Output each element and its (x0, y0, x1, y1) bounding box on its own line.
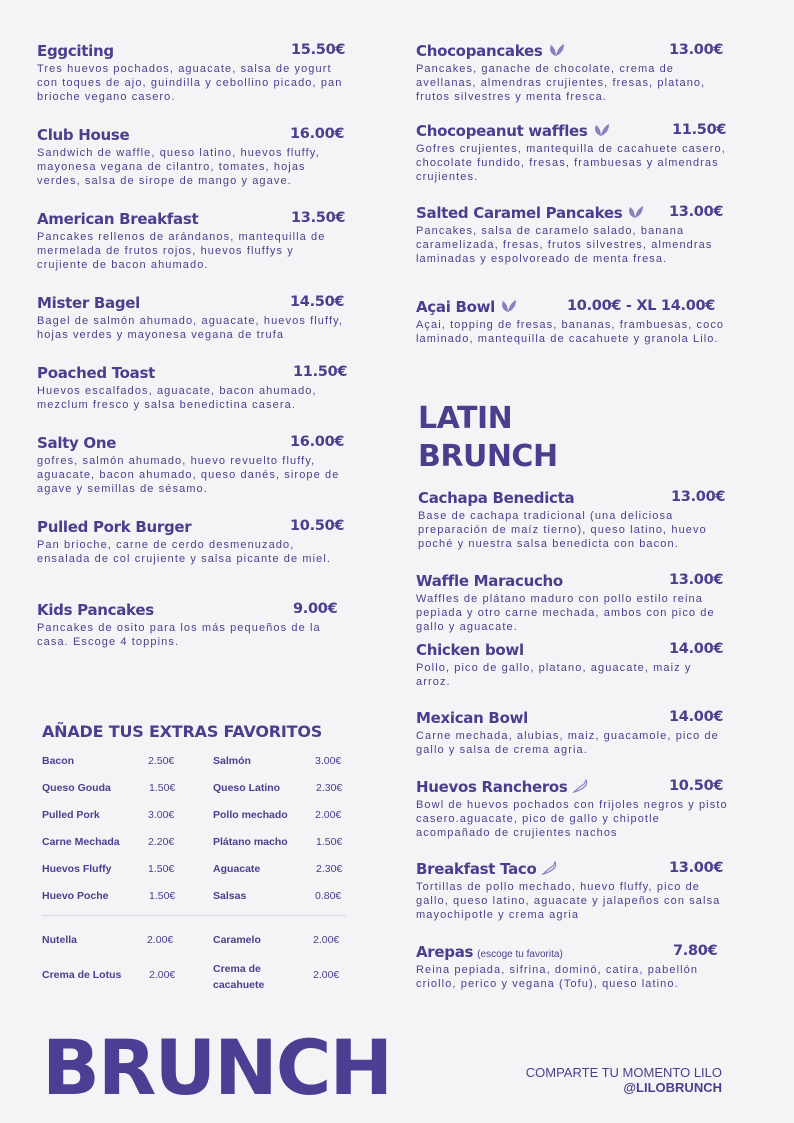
item-name: Kids Pancakes (37, 601, 154, 619)
item-name: Chocopeanut waffles (416, 122, 588, 140)
item-name: Club House (37, 126, 130, 144)
menu-item-chocopancakes (416, 42, 728, 104)
menu-item-breakfast-taco (416, 860, 728, 922)
item-price: 10.00€ - XL 14.00€ (567, 298, 716, 314)
item-price: 13.00€ (669, 860, 724, 876)
item-price: 10.50€ (290, 518, 345, 534)
extra-price: 2.30€ (316, 782, 343, 794)
chili-pepper-icon (572, 779, 590, 793)
extra-name: Bacon (42, 755, 75, 767)
item-name: Cachapa Benedicta (418, 489, 575, 507)
extra-price: 1.50€ (316, 836, 343, 848)
extra-price: 2.00€ (147, 934, 174, 946)
share-block (526, 1065, 722, 1095)
item-description: Pancakes, ganache de chocolate, crema de avellanas, almendras crujientes, fresas, platano, frutos silvestres y menta fresca. (416, 63, 706, 103)
item-name: American Breakfast (37, 210, 199, 228)
extra-name: Carne Mechada (42, 836, 120, 848)
item-description: Pancakes, salsa de caramelo salado, banana caramelizada, fresas, frutos silvestres, almendras laminadas y espolvoreado de menta fresa. (416, 225, 713, 265)
extra-name: Salmón (213, 755, 251, 767)
item-name: Mexican Bowl (416, 709, 528, 727)
menu-item-chocopeanut-waffles (416, 122, 728, 184)
item-description: gofres, salmón ahumado, huevo revuelto fluffy, aguacate, bacon ahumado, queso danés, sirope de agave y semillas de sésamo. (37, 455, 340, 495)
item-name: Salty One (37, 434, 117, 452)
extra-price: 1.50€ (148, 863, 175, 875)
extra-price: 0.80€ (315, 890, 342, 902)
extra-price: 1.50€ (149, 890, 176, 902)
item-description: Gofres crujientes, mantequilla de cacahuete casero, chocolate fundido, fresas, frambuesas y almendras crujientes. (416, 143, 726, 183)
vegan-leaf-icon (592, 123, 610, 137)
item-price: 13.00€ (671, 489, 726, 505)
item-price: 13.00€ (669, 42, 724, 58)
item-description: Huevos escalfados, aguacate, bacon ahumado, mezclum fresco y salsa benedictina casera. (37, 385, 317, 411)
extra-name: Crema de cacahuete (213, 963, 265, 991)
item-description: Base de cachapa tradicional (una deliciosa preparación de maíz tierno), queso latino, huevo poché y nuestra salsa benedicta con bacon. (418, 510, 707, 550)
extra-price: 2.20€ (148, 836, 175, 848)
item-name: Chicken bowl (416, 641, 524, 659)
item-description: Pan brioche, carne de cerdo desmenuzado, ensalada de col crujiente y salsa picante de miel. (37, 539, 332, 565)
extra-name: Salsas (213, 890, 247, 902)
menu-item-kids-pancakes (37, 601, 349, 649)
item-name: Salted Caramel Pancakes (416, 204, 623, 222)
item-name: Poached Toast (37, 364, 155, 382)
item-price: 10.50€ (669, 778, 724, 794)
extra-price: 2.00€ (313, 969, 340, 981)
menu-item-chicken-bowl (416, 641, 728, 689)
item-price: 14.00€ (669, 641, 724, 657)
extras-divider (42, 915, 346, 916)
item-price: 13.50€ (291, 210, 346, 226)
extra-name: Nutella (42, 934, 78, 946)
item-name: Arepas (416, 943, 474, 961)
extra-name: Crema de Lotus (42, 969, 122, 981)
item-description: Pancakes de osito para los más pequeños de la casa. Escoge 4 toppins. (37, 622, 321, 648)
item-description: Pancakes rellenos de arándanos, mantequilla de mermelada de frutos rojos, huevos fluffys y crujiente de bacon ahumado. (37, 231, 326, 271)
item-description: Tortillas de pollo mechado, huevo fluffy, pico de gallo, queso latino, aguacate y jalapeños con salsa mayochipotle y crema agria (416, 881, 721, 921)
item-description: Bowl de huevos pochados con frijoles negros y pisto casero.aguacate, pico de gallo y chipotle acompañado de crujientes nachos (416, 799, 728, 839)
latin-brunch-title: LATIN BRUNCH (418, 401, 558, 474)
menu-item-club-house (37, 126, 349, 188)
item-description: Carne mechada, alubias, maiz, guacamole, pico de gallo y salsa de crema agria. (416, 730, 719, 756)
extra-price: 3.00€ (148, 809, 175, 821)
extra-price: 1.50€ (149, 782, 176, 794)
item-description: Pollo, pico de gallo, platano, aguacate, maiz y arroz. (416, 662, 692, 688)
vegan-leaf-icon (547, 43, 565, 57)
item-name: Eggciting (37, 42, 114, 60)
extra-price: 2.00€ (313, 934, 340, 946)
extra-price: 2.00€ (149, 969, 176, 981)
item-name: Chocopancakes (416, 42, 543, 60)
item-price: 16.00€ (290, 434, 345, 450)
item-description: Sandwich de waffle, queso latino, huevos fluffy, mayonesa vegana de cilantro, tomates, hojas verdes, salsa de sirope de mango y agave. (37, 147, 320, 187)
item-description: Reina pepiada, sifrina, dominó, catira, pabellón criollo, perico y vegana (Tofu), queso latino. (416, 964, 699, 990)
extra-price: 2.50€ (148, 755, 175, 767)
item-price: 13.00€ (669, 204, 724, 220)
extra-name: Pulled Pork (42, 809, 100, 821)
item-name: Açai Bowl (416, 298, 496, 316)
item-price: 13.00€ (669, 572, 724, 588)
menu-item-arepas (416, 943, 728, 991)
item-description: Waffles de plátano maduro con pollo estilo reina pepiada y otro carne mechada, ambos con pico de gallo y aguacate. (416, 593, 715, 633)
item-price: 9.00€ (293, 601, 338, 617)
menu-item-american-breakfast (37, 210, 349, 272)
item-name: Mister Bagel (37, 294, 140, 312)
menu-item-salted-caramel-pancakes (416, 204, 728, 266)
menu-item-poached-toast (37, 364, 349, 412)
item-description: Tres huevos pochados, aguacate, salsa de yogurt con toques de ajo, guindilla y cebollino picado, pan brioche vegano casero. (37, 63, 343, 103)
extra-name: Caramelo (213, 934, 261, 946)
vegan-leaf-icon (499, 299, 517, 313)
extra-price: 2.30€ (316, 863, 343, 875)
chili-pepper-icon (541, 861, 559, 875)
item-price: 7.80€ (673, 943, 718, 959)
share-line: COMPARTE TU MOMENTO LILO (525, 1065, 722, 1080)
extra-name: Huevos Fluffy (42, 863, 112, 875)
item-price: 15.50€ (291, 42, 346, 58)
item-note: (escoge tu favorita) (477, 949, 563, 960)
menu-item-pulled-pork-burger (37, 518, 349, 566)
menu-item-huevos-rancheros (416, 778, 728, 840)
extra-price: 2.00€ (315, 809, 342, 821)
vegan-leaf-icon (626, 205, 644, 219)
extra-name: Queso Gouda (42, 782, 111, 794)
item-price: 11.50€ (672, 122, 727, 138)
menu-item-cachapa-benedicta (418, 489, 730, 551)
menu-item-eggciting (37, 42, 349, 104)
menu-item-waffle-maracucho (416, 572, 728, 634)
item-name: Waffle Maracucho (416, 572, 563, 590)
item-description: Açai, topping de fresas, bananas, frambuesas, coco laminado, mantequilla de cacahuete y granola Lilo. (416, 319, 725, 345)
extra-name: Aguacate (213, 863, 261, 875)
item-description: Bagel de salmón ahumado, aguacate, huevos fluffy, hojas verdes y mayonesa vegana de trufa (37, 315, 344, 341)
menu-item-mexican-bowl (416, 709, 728, 757)
item-price: 16.00€ (290, 126, 345, 142)
extra-name: Pollo mechado (213, 809, 288, 821)
instagram-handle: @LILOBRUNCH (623, 1080, 722, 1095)
item-price: 11.50€ (293, 364, 348, 380)
menu-item-mister-bagel (37, 294, 349, 342)
item-name: Pulled Pork Burger (37, 518, 192, 536)
item-price: 14.00€ (669, 709, 724, 725)
menu-item-acai-bowl (416, 298, 728, 346)
item-price: 14.50€ (290, 294, 345, 310)
item-name: Huevos Rancheros (416, 778, 568, 796)
extra-price: 3.00€ (315, 755, 342, 767)
item-name: Breakfast Taco (416, 860, 537, 878)
extra-name: Huevo Poche (42, 890, 109, 902)
extras-title: AÑADE TUS EXTRAS FAVORITOS (42, 722, 323, 741)
menu-item-salty-one (37, 434, 349, 496)
brunch-heading: BRUNCH (42, 1023, 392, 1112)
extra-name: Plátano macho (213, 836, 288, 848)
extra-name: Queso Latino (213, 782, 281, 794)
